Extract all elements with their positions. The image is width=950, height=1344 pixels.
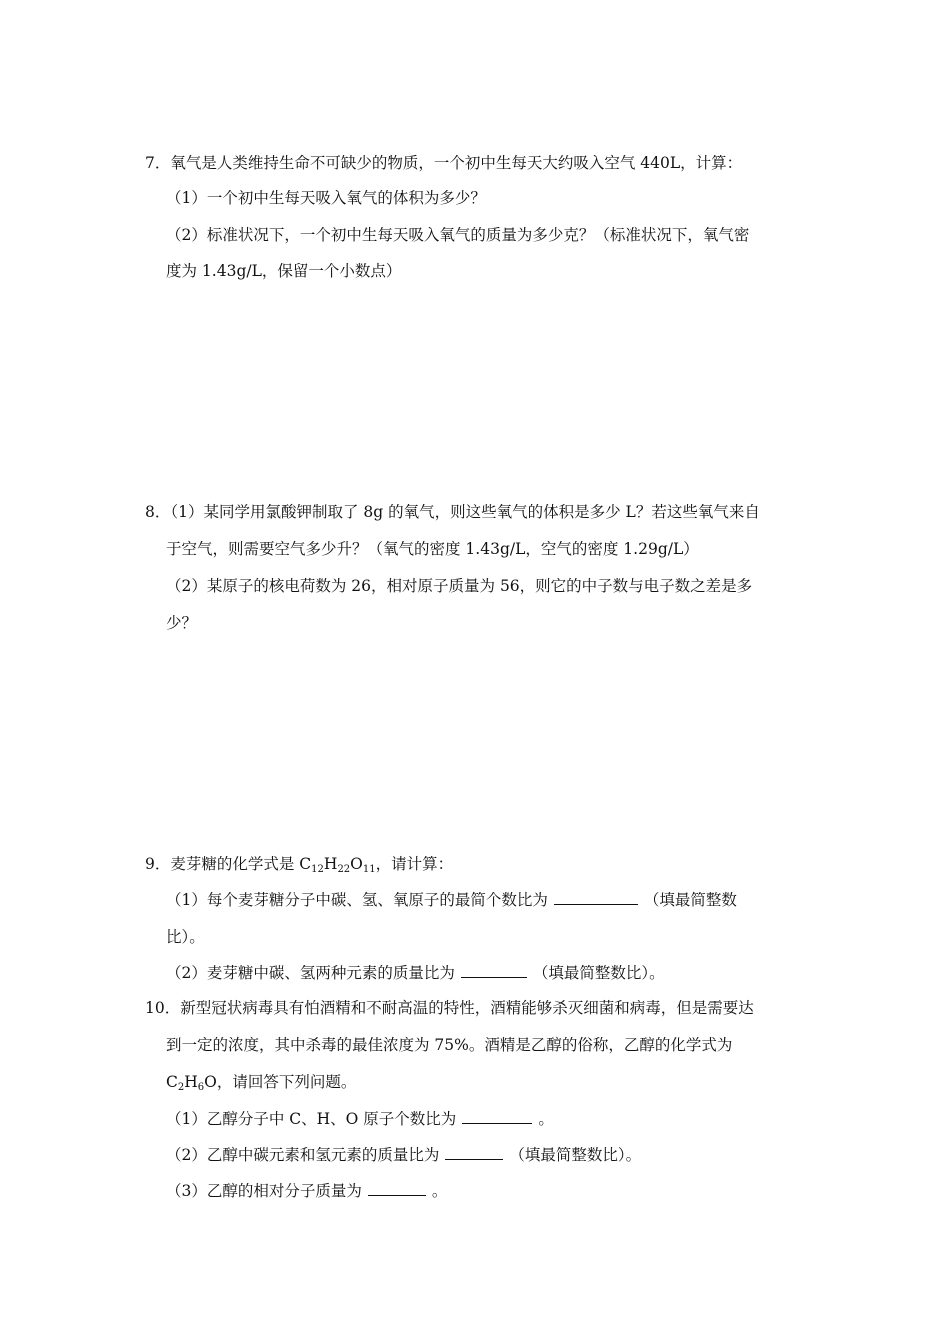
formula-element: O	[350, 855, 363, 873]
formula-subscript: 11	[362, 864, 376, 875]
q10-part2	[166, 1144, 641, 1166]
q7-part2-line1: （2）标准状况下，一个初中生每天吸入氧气的质量为多少克？（标准状况下，氧气密	[166, 226, 750, 244]
answer-blank[interactable]	[462, 1109, 532, 1124]
q7-stem-text: 氧气是人类维持生命不可缺少的物质，一个初中生每天大约吸入空气 440L，计算：	[170, 154, 743, 172]
q8-part1-line1	[145, 501, 760, 523]
q7-part1: （1）一个初中生每天吸入氧气的体积为多少？	[166, 189, 486, 207]
q9-stem	[145, 853, 453, 875]
q10-part2-post: （填最简整数比）。	[509, 1146, 642, 1164]
q10-part1-post: 。	[538, 1110, 554, 1128]
q9-part1-line1	[166, 889, 737, 911]
q9-part2	[166, 962, 665, 984]
formula-element: H	[184, 1073, 198, 1091]
q7-number: 7．	[145, 154, 171, 172]
formula-element: H	[323, 855, 338, 873]
q9-part1-post: （填最简整数	[643, 891, 737, 909]
q9-number: 9．	[145, 855, 171, 873]
q8-part2-line1: （2）某原子的核电荷数为 26，相对原子质量为 56，则它的中子数与电子数之差是多	[166, 577, 753, 595]
q10-line3	[166, 1071, 356, 1093]
q10-part3	[166, 1180, 447, 1202]
q9-stem-post: ，请计算：	[375, 855, 454, 873]
q8-part1-line2: 于空气，则需要空气多少升？（氧气的密度 1.43g/L，空气的密度 1.29g/L）	[166, 540, 699, 558]
formula-subscript: 22	[337, 864, 351, 875]
formula-subscript: 2	[177, 1082, 185, 1093]
q10-part1-pre: （1）乙醇分子中 C、H、O 原子个数比为	[166, 1110, 457, 1128]
formula-element: C	[166, 1073, 178, 1091]
q9-part1-line2: 比）。	[166, 928, 205, 946]
q7-stem	[145, 152, 742, 174]
q10-part2-pre: （2）乙醇中碳元素和氢元素的质量比为	[166, 1146, 440, 1164]
q10-part3-pre: （3）乙醇的相对分子质量为	[166, 1182, 362, 1200]
q10-part1	[166, 1108, 554, 1130]
answer-blank[interactable]	[368, 1181, 426, 1196]
q10-part3-post: 。	[431, 1182, 448, 1200]
answer-blank[interactable]	[445, 1145, 503, 1160]
q7-part2-line2: 度为 1.43g/L，保留一个小数点）	[166, 262, 402, 280]
q10-line1-text: 新型冠状病毒具有怕酒精和不耐高温的特性，酒精能够杀灭细菌和病毒，但是需要达	[180, 999, 754, 1017]
q9-part1-pre: （1）每个麦芽糖分子中碳、氢、氧原子的最简个数比为	[166, 891, 548, 909]
q8-part1-text: （1）某同学用氯酸钾制取了 8g 的氧气，则这些氧气的体积是多少 L？若这些氧气来自	[170, 503, 760, 521]
q10-line3-post: ，请回答下列问题。	[216, 1073, 357, 1091]
q8-part2-line2: 少？	[166, 614, 198, 632]
formula-element: O	[204, 1073, 217, 1091]
q10-line1	[145, 997, 754, 1019]
q10-line2: 到一定的浓度，其中杀毒的最佳浓度为 75%。酒精是乙醇的俗称，乙醇的化学式为	[166, 1036, 733, 1054]
q9-part2-post: （填最简整数比）。	[532, 964, 665, 982]
answer-blank[interactable]	[554, 890, 638, 905]
formula-subscript: 6	[197, 1082, 205, 1093]
formula-subscript: 12	[311, 864, 324, 875]
answer-blank[interactable]	[461, 963, 527, 978]
q9-stem-pre: 麦芽糖的化学式是 C	[170, 855, 312, 873]
q10-number: 10．	[145, 999, 181, 1017]
q9-part2-pre: （2）麦芽糖中碳、氢两种元素的质量比为	[166, 964, 455, 982]
q8-number: 8．	[145, 503, 171, 521]
